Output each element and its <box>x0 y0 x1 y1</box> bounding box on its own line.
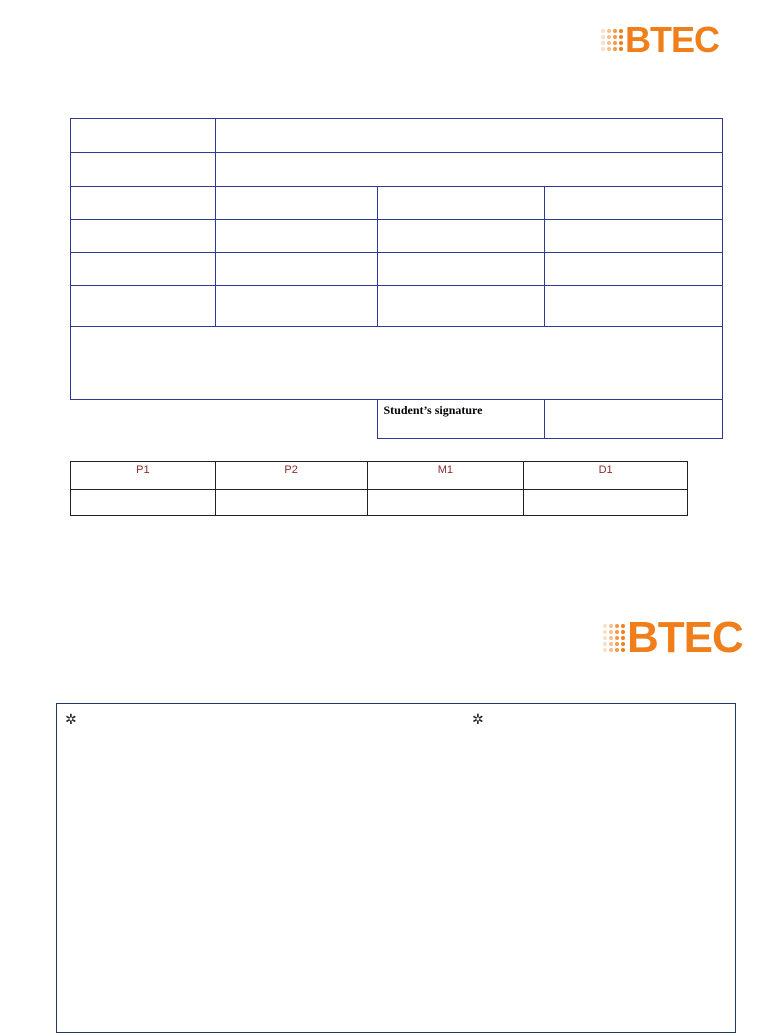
cover-value-cell <box>215 286 378 327</box>
cover-value-cell <box>545 286 723 327</box>
cover-label-cell <box>378 286 545 327</box>
cover-value-cell <box>215 253 378 286</box>
logo-text: BTEC <box>625 19 719 60</box>
cover-label-cell <box>71 187 216 220</box>
criteria-cell-d1[interactable] <box>524 490 688 516</box>
cover-label-cell <box>378 187 545 220</box>
cover-value-cell <box>215 220 378 253</box>
gear-icon: ✲ <box>472 711 484 727</box>
criteria-cell-p1[interactable] <box>71 490 216 516</box>
btec-logo <box>601 19 719 60</box>
student-signature-label: Student’s signature <box>378 400 545 439</box>
content-box <box>56 703 736 1033</box>
logo-dots <box>603 624 625 652</box>
cover-value-cell <box>545 253 723 286</box>
cover-value-cell <box>215 153 722 187</box>
cover-label-cell <box>71 286 216 327</box>
criteria-header-d1: D1 <box>524 462 688 490</box>
btec-logo <box>603 613 743 662</box>
criteria-cell-m1[interactable] <box>367 490 524 516</box>
cover-label-cell <box>71 220 216 253</box>
criteria-cell-p2[interactable] <box>215 490 367 516</box>
assignment-cover-table <box>70 118 723 439</box>
blank-cell <box>71 400 378 439</box>
cover-label-cell <box>71 119 216 153</box>
cover-label-cell <box>378 220 545 253</box>
cover-value-cell <box>545 220 723 253</box>
cover-label-cell <box>71 253 216 286</box>
cover-label-cell <box>378 253 545 286</box>
cover-value-cell <box>215 187 378 220</box>
declaration-cell <box>71 327 723 400</box>
cover-value-cell <box>215 119 722 153</box>
logo-text: BTEC <box>627 613 743 662</box>
criteria-header-m1: M1 <box>367 462 524 490</box>
grading-criteria-table <box>70 461 688 516</box>
gear-icon: ✲ <box>65 711 77 727</box>
logo-dots <box>601 29 623 51</box>
cover-value-cell <box>545 187 723 220</box>
student-signature-field[interactable] <box>545 400 723 439</box>
criteria-header-p2: P2 <box>215 462 367 490</box>
cover-label-cell <box>71 153 216 187</box>
criteria-header-p1: P1 <box>71 462 216 490</box>
